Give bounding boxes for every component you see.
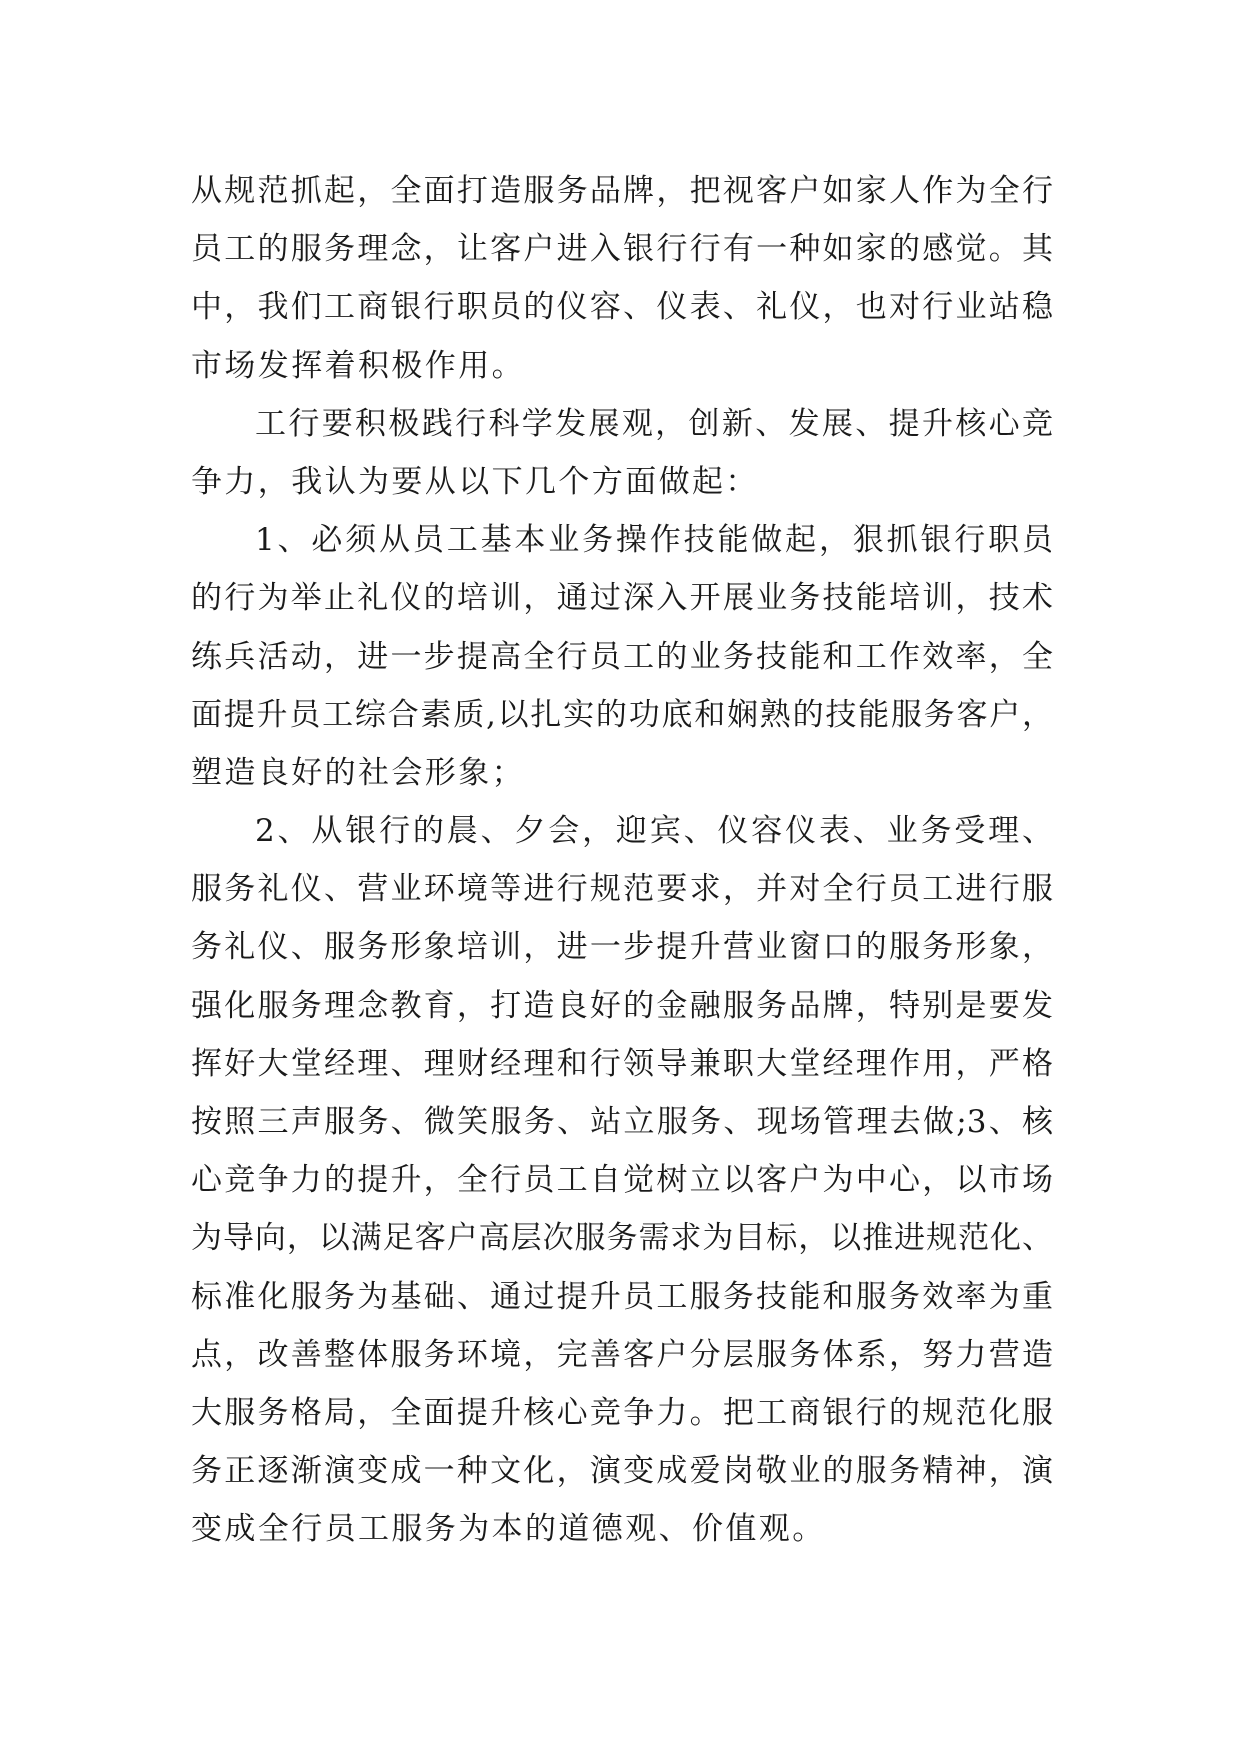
- body-text: [191, 162, 1053, 1559]
- text-line: 员工的服务理念，让客户进入银行行有一种如家的感觉。其: [191, 231, 1053, 268]
- text-line: 点，改善整体服务环境，完善客户分层服务体系，努力营造: [191, 1336, 1053, 1373]
- text-line: 塑造良好的社会形象；: [191, 754, 525, 791]
- text-line: 工行要积极践行科学发展观，创新、发展、提升核心竞: [255, 405, 1053, 442]
- text-line: 心竞争力的提升，全行员工自觉树立以客户为中心，以市场: [191, 1162, 1053, 1199]
- text-line: 市场发挥着积极作用。: [191, 347, 525, 384]
- text-line: 的行为举止礼仪的培训，通过深入开展业务技能培训，技术: [191, 580, 1053, 617]
- text-line: 标准化服务为基础、通过提升员工服务技能和服务效率为重: [191, 1278, 1053, 1315]
- text-line: 争力，我认为要从以下几个方面做起：: [191, 463, 759, 500]
- text-line: 按照三声服务、微笑服务、站立服务、现场管理去做;3、核: [191, 1104, 1053, 1140]
- text-line: 大服务格局，全面提升核心竞争力。把工商银行的规范化服: [191, 1394, 1053, 1431]
- text-line: 2、从银行的晨、夕会，迎宾、仪容仪表、业务受理、: [255, 813, 1053, 850]
- text-line: 练兵活动，进一步提高全行员工的业务技能和工作效率，全: [191, 638, 1053, 675]
- text-line: 挥好大堂经理、理财经理和行领导兼职大堂经理作用，严格: [191, 1045, 1053, 1082]
- text-line: 从规范抓起，全面打造服务品牌，把视客户如家人作为全行: [191, 173, 1053, 209]
- text-line: 1、必须从员工基本业务操作技能做起，狠抓银行职员: [255, 522, 1053, 559]
- text-line: 面提升员工综合素质,以扎实的功底和娴熟的技能服务客户，: [191, 696, 1053, 733]
- text-line: 务礼仪、服务形象培训，进一步提升营业窗口的服务形象，: [191, 929, 1053, 966]
- text-line: 为导向，以满足客户高层次服务需求为目标，以推进规范化、: [191, 1220, 1053, 1257]
- text-line: 强化服务理念教育，打造良好的金融服务品牌，特别是要发: [191, 987, 1053, 1024]
- text-line: 服务礼仪、营业环境等进行规范要求，并对全行员工进行服: [191, 871, 1053, 908]
- text-line: 变成全行员工服务为本的道德观、价值观。: [191, 1511, 826, 1548]
- text-line: 中，我们工商银行职员的仪容、仪表、礼仪，也对行业站稳: [191, 289, 1053, 326]
- text-line: 务正逐渐演变成一种文化，演变成爱岗敬业的服务精神，演: [191, 1453, 1053, 1490]
